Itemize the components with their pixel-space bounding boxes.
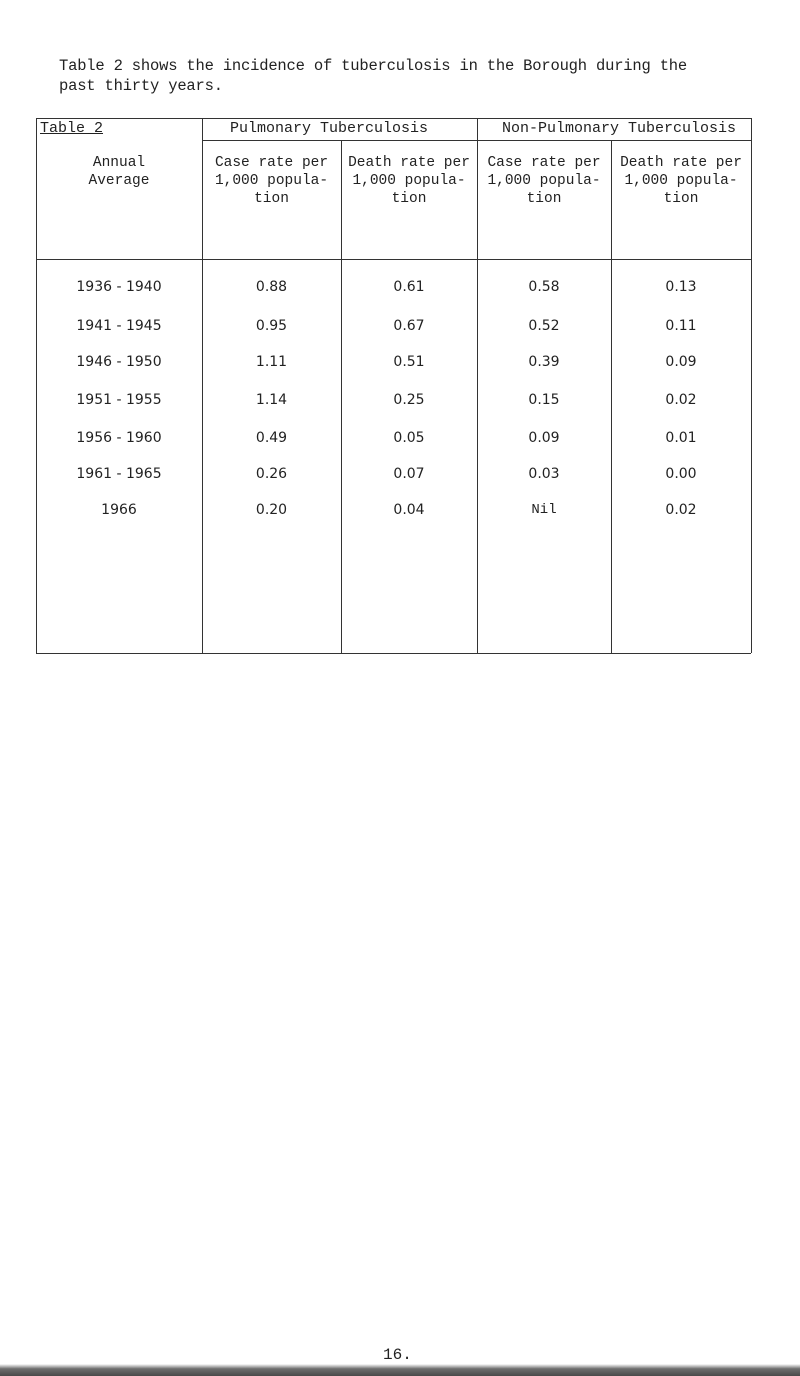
cell-non-pulmonary-case: 0.03: [528, 466, 560, 482]
page-number: 16.: [383, 1346, 412, 1364]
table-label: Table 2: [40, 120, 104, 137]
cell-non-pulmonary-death: 0.13: [665, 279, 697, 295]
header-line: tion: [663, 191, 699, 207]
cell-pulmonary-case: 0.20: [255, 502, 288, 518]
cell-period: 1946 - 1950: [76, 354, 162, 370]
cell-non-pulmonary-death: 0.02: [665, 502, 697, 518]
header-line: 1,000 popula-: [352, 173, 466, 189]
table-row: [36, 392, 751, 414]
cell-non-pulmonary-case: 0.58: [528, 279, 560, 295]
cell-non-pulmonary-case: 0.39: [528, 354, 560, 370]
header-line: 1,000 popula-: [624, 173, 738, 189]
cell-pulmonary-death: 0.25: [393, 392, 425, 408]
table-left-edge: [36, 118, 37, 653]
header-non-pulmonary-death-rate: [611, 154, 751, 208]
header-line: 1,000 popula-: [487, 173, 601, 189]
table-right-edge: [751, 118, 752, 653]
cell-pulmonary-death: 0.67: [393, 318, 425, 334]
intro-line-1: Table 2 shows the incidence of tuberculosis in the Borough during the: [59, 57, 688, 75]
header-period-line-2: Average: [88, 173, 150, 189]
scan-edge-strip: [0, 1364, 800, 1376]
header-line: tion: [526, 191, 562, 207]
cell-period: 1941 - 1945: [76, 318, 162, 334]
tuberculosis-table: [36, 118, 751, 653]
cell-pulmonary-death: 0.05: [393, 430, 425, 446]
header-line: 1,000 popula-: [214, 173, 329, 189]
table-row: [36, 318, 751, 340]
header-non-pulmonary-case-rate: [477, 154, 611, 208]
cell-non-pulmonary-case: 0.15: [528, 392, 560, 408]
header-line: Case rate per: [487, 155, 601, 171]
table-bottom-rule: [36, 653, 751, 654]
cell-non-pulmonary-case: 0.09: [528, 430, 560, 446]
header-line: Death rate per: [620, 155, 742, 171]
header-period-line-1: Annual: [92, 155, 146, 171]
cell-non-pulmonary-death: 0.09: [665, 354, 697, 370]
cell-period: 1936 - 1940: [76, 279, 162, 295]
cell-pulmonary-case: 0.95: [255, 318, 288, 334]
header-pulmonary-death-rate: [341, 154, 477, 208]
cell-period: 1956 - 1960: [76, 430, 162, 446]
header-line: Case rate per: [214, 155, 329, 171]
cell-pulmonary-case: 0.88: [255, 279, 288, 295]
table-row: [36, 502, 751, 524]
cell-non-pulmonary-death: 0.01: [665, 430, 697, 446]
cell-period: 1961 - 1965: [76, 466, 162, 482]
cell-pulmonary-death: 0.51: [393, 354, 425, 370]
cell-pulmonary-death: 0.61: [393, 279, 425, 295]
cell-non-pulmonary-death: 0.00: [665, 466, 697, 482]
header-line: tion: [254, 191, 289, 207]
cell-pulmonary-case: 0.49: [255, 430, 288, 446]
cell-period: 1951 - 1955: [76, 392, 162, 408]
cell-non-pulmonary-death: 0.02: [665, 392, 697, 408]
header-period: [36, 154, 202, 190]
header-line: Death rate per: [348, 155, 470, 171]
header-pulmonary-case-rate: [202, 154, 341, 208]
cell-pulmonary-case: 1.11: [255, 354, 288, 370]
header-line: tion: [391, 191, 427, 207]
intro-paragraph: [59, 56, 739, 96]
table-row: [36, 466, 751, 488]
cell-non-pulmonary-case: 0.52: [528, 318, 560, 334]
cell-pulmonary-case: 0.26: [255, 466, 288, 482]
table-header-bottom-rule: [36, 259, 751, 260]
cell-non-pulmonary-death: 0.11: [665, 318, 697, 334]
table-row: [36, 279, 751, 301]
cell-non-pulmonary-case: Nil: [531, 502, 557, 518]
pulmonary-group-title: Pulmonary Tuberculosis: [230, 120, 429, 137]
table-row: [36, 354, 751, 376]
table-row: [36, 430, 751, 452]
cell-pulmonary-death: 0.07: [393, 466, 425, 482]
intro-line-2: past thirty years.: [59, 77, 223, 95]
cell-pulmonary-death: 0.04: [393, 502, 425, 518]
non-pulmonary-group-title: Non-Pulmonary Tuberculosis: [502, 120, 737, 137]
cell-pulmonary-case: 1.14: [255, 392, 288, 408]
table-top-rule: [36, 118, 751, 119]
cell-period: 1966: [101, 502, 137, 518]
